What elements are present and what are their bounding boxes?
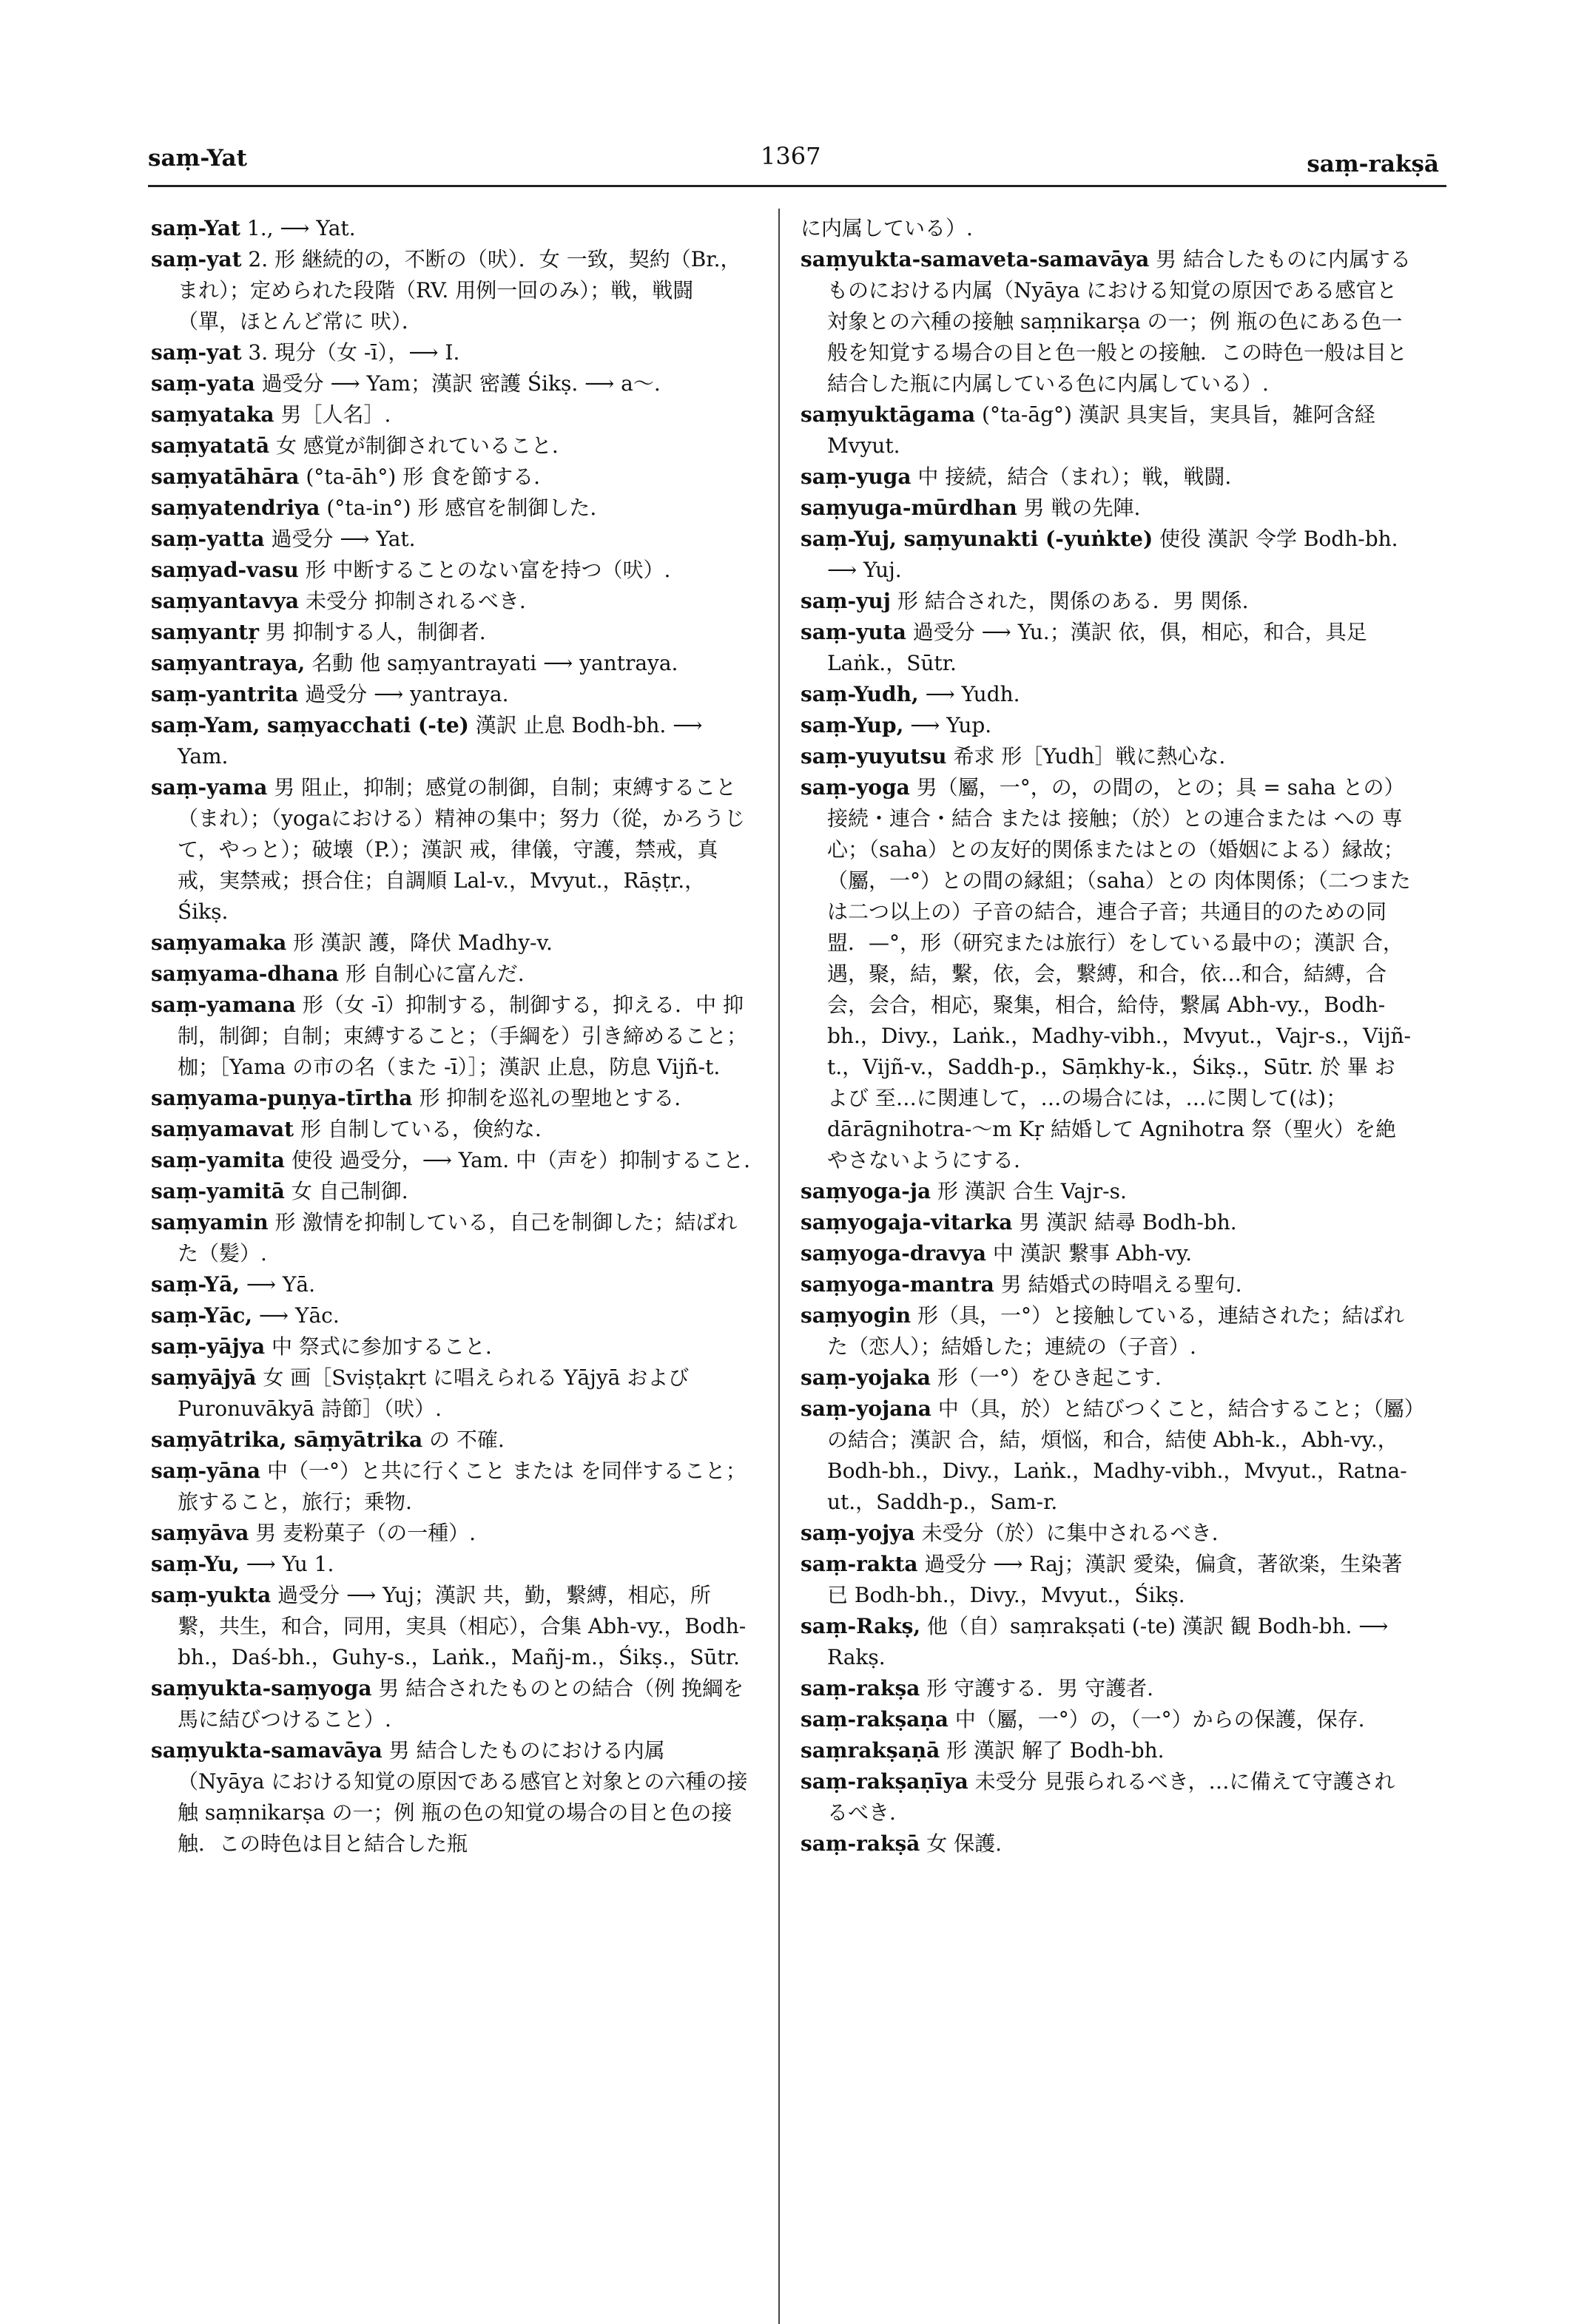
- entry-headword: saṃ-yāna: [151, 1459, 261, 1483]
- page-number: 1367: [761, 142, 821, 170]
- dictionary-entry: [801, 1176, 1415, 1207]
- entry-definition: 中 接続，結合（まれ）；戦，戦闘.: [917, 465, 1232, 489]
- entry-definition: 男 抑制する人，制御者.: [265, 620, 486, 644]
- entry-headword: saṃyājyā: [151, 1365, 257, 1390]
- entry-definition: 男 結婚式の時唱える聖句.: [1000, 1272, 1242, 1297]
- entry-definition: 男 阻止，抑制；感覚の制御，自制；束縛すること（まれ）；（yogaにおける）精神の集中；努力（從，かろうじて，やっと）；破壊（P.）；漢訳 戒，律儀，守護，禁戒，真戒，実禁戒；摂合住；自調順 Lal-v.，Mvyut.，Rāṣṭr.，Śikṣ.: [178, 775, 746, 924]
- entry-headword: saṃyamavat: [151, 1117, 294, 1141]
- dictionary-entry: [801, 1518, 1415, 1549]
- entry-definition: 女 保護.: [926, 1831, 1003, 1856]
- dictionary-entry: [151, 244, 750, 337]
- entry-definition: 中（一°）と共に行くこと または を同伴すること；旅すること，旅行；乗物.: [178, 1459, 747, 1514]
- entry-headword: saṃ-rakṣaṇīya: [801, 1769, 968, 1794]
- dictionary-entry: [151, 368, 750, 399]
- entry-headword: saṃ-yājya: [151, 1334, 266, 1359]
- entry-headword: saṃ-Yuj, saṃyunakti (-yuṅkte): [801, 527, 1153, 551]
- entry-headword: saṃyatendriya: [151, 496, 320, 520]
- dictionary-entry: [151, 555, 750, 586]
- entry-definition: (°ta-āh°) 形 食を節する.: [306, 465, 541, 489]
- entry-definition: の 不確.: [429, 1428, 505, 1452]
- entry-headword: saṃ-yuyutsu: [801, 744, 947, 769]
- entry-headword: saṃyoga-dravya: [801, 1241, 986, 1266]
- entry-headword: saṃ-yatta: [151, 527, 265, 551]
- entry-definition: 過受分 ⟶ Raj；漢訳 愛染，偏貪，著欲楽，生染著已 Bodh-bh.，Divy.，Mvyut.，Śikṣ.: [827, 1552, 1403, 1607]
- dictionary-entry: [801, 617, 1415, 679]
- entry-definition: 形 中断することのない富を持つ（吠）.: [305, 558, 671, 582]
- dictionary-entry: [801, 1704, 1415, 1735]
- entry-headword: saṃ-yuta: [801, 620, 906, 644]
- entry-headword: saṃ-yuj: [801, 589, 891, 613]
- dictionary-entry: [151, 1114, 750, 1145]
- right-running-headword: saṃ-rakṣā: [1307, 151, 1439, 178]
- dictionary-entry: [801, 1300, 1415, 1362]
- dictionary-entry: [151, 524, 750, 555]
- entry-definition: 2. 形 継続的の，不断の（吠）．女 一致，契約（Br.，まれ）；定められた段階（RV. 用例一回のみ）；戦，戦闘（單，ほとんど常に 吠）．: [178, 247, 741, 334]
- entry-headword: saṃyukta-samaveta-samavāya: [801, 247, 1150, 271]
- dictionary-entry: [151, 1425, 750, 1456]
- entry-headword: saṃ-rakṣa: [801, 1676, 920, 1700]
- entry-definition: 未受分 見張られるべき，…に備えて守護されるべき.: [827, 1769, 1395, 1825]
- entry-headword: saṃ-Yup,: [801, 713, 904, 737]
- entry-definition: 漢訳 止息 Bodh-bh. ⟶ Yam.: [178, 713, 703, 769]
- entry-headword: saṃ-yuga: [801, 465, 912, 489]
- entry-definition: 過受分 ⟶ Yuj；漢訳 共，勤，繋縛，相応，所繋，共生，和合，同用，実具（相応），合集 Abh-vy.，Bodh-bh.，Daś-bh.，Guhy-s.，Laṅk.，Mañj-m.，Śikṣ.，Sūtr.: [178, 1583, 747, 1669]
- dictionary-entry: [151, 1580, 750, 1673]
- dictionary-entry: [151, 1176, 750, 1207]
- dictionary-entry: [801, 213, 1415, 244]
- entry-headword: saṃyoga-ja: [801, 1179, 931, 1203]
- entry-definition: 形 漢訳 合生 Vajr-s.: [937, 1179, 1127, 1203]
- entry-definition: 形 自制している，倹約な.: [300, 1117, 542, 1141]
- entry-definition: 男［人名］.: [280, 402, 391, 427]
- entry-definition: 男 戦の先陣.: [1023, 496, 1141, 520]
- entry-definition: 1., ⟶ Yat.: [246, 216, 356, 240]
- dictionary-entry: [151, 337, 750, 368]
- entry-definition: 男 麦粉菓子（の一種）.: [255, 1521, 476, 1545]
- entry-headword: saṃ-Rakṣ,: [801, 1614, 921, 1638]
- entry-headword: saṃ-Yat: [151, 216, 240, 240]
- entry-headword: saṃyogin: [801, 1303, 912, 1328]
- entry-headword: saṃyātrika, sāṃyātrika: [151, 1428, 423, 1452]
- entry-headword: saṃ-yat: [151, 340, 242, 365]
- entry-headword: saṃ-yoga: [801, 775, 910, 800]
- entry-headword: saṃyoga-mantra: [801, 1272, 994, 1297]
- dictionary-entry: [151, 493, 750, 524]
- dictionary-entry: [801, 1828, 1415, 1859]
- entry-definition: 中 祭式に参加すること.: [272, 1334, 492, 1359]
- dictionary-entry: [151, 430, 750, 462]
- entry-definition: 過受分 ⟶ Yat.: [271, 527, 416, 551]
- dictionary-entry: [151, 617, 750, 648]
- entry-headword: saṃ-yantrita: [151, 682, 299, 706]
- entry-definition: 形 激情を抑制している，自己を制御した；結ばれた（髪）.: [178, 1210, 738, 1266]
- entry-definition: 使役 漢訳 令学 Bodh-bh. ⟶ Yuj.: [827, 527, 1398, 582]
- dictionary-entry: [151, 213, 750, 244]
- dictionary-entry: [151, 1518, 750, 1549]
- entry-headword: saṃyuga-mūrdhan: [801, 496, 1017, 520]
- entry-definition: 女 画［Sviṣṭakṛt に唱えられる Yājyā および Puronuvākyā 詩節］（吠）.: [178, 1365, 690, 1421]
- entry-definition: ⟶ Yā.: [246, 1272, 315, 1297]
- entry-headword: saṃrakṣaṇā: [801, 1738, 940, 1763]
- right-column: [801, 213, 1415, 1859]
- dictionary-entry: [801, 1549, 1415, 1611]
- entry-headword: saṃ-rakta: [801, 1552, 918, 1576]
- entry-definition: 形 漢訳 護，降伏 Madhy-v.: [293, 930, 553, 955]
- entry-definition: 希求 形［Yudh］戦に熱心な.: [953, 744, 1226, 769]
- entry-headword: saṃ-Yam, saṃyacchati (-te): [151, 713, 469, 737]
- dictionary-entry: [801, 493, 1415, 524]
- dictionary-entry: [151, 772, 750, 928]
- dictionary-entry: [801, 586, 1415, 617]
- dictionary-entry: [151, 1456, 750, 1518]
- dictionary-entry: [151, 1362, 750, 1425]
- page-header: [0, 142, 1587, 189]
- entry-headword: saṃ-Yudh,: [801, 682, 919, 706]
- entry-headword: saṃyāva: [151, 1521, 249, 1545]
- entry-definition: 形（一°）をひき起こす.: [937, 1365, 1162, 1390]
- entry-definition: (°ta-āg°) 漢訳 具実旨，実具旨，雑阿含経 Mvyut.: [827, 402, 1375, 458]
- dictionary-entry: [151, 990, 750, 1083]
- entry-definition: 形（具，一°）と接触している，連結された；結ばれた（恋人）；結婚した；連続の（子音）.: [827, 1303, 1404, 1359]
- dictionary-entry: [801, 741, 1415, 772]
- dictionary-entry: [151, 959, 750, 990]
- entry-definition: 形 漢訳 解了 Bodh-bh.: [946, 1738, 1165, 1763]
- dictionary-entry: [801, 1394, 1415, 1518]
- entry-definition: 3. 現分（女 -ī），⟶ I.: [248, 340, 460, 365]
- entry-definition: 男 漢訳 結尋 Bodh-bh.: [1019, 1210, 1237, 1234]
- dictionary-entry: [151, 1207, 750, 1269]
- entry-headword: saṃyukta-samavāya: [151, 1738, 383, 1763]
- dictionary-entry: [801, 1766, 1415, 1828]
- entry-headword: saṃ-Yāc,: [151, 1303, 253, 1328]
- dictionary-entry: [151, 1083, 750, 1114]
- dictionary-entry: [801, 399, 1415, 462]
- entry-definition: 形 抑制を巡礼の聖地とする.: [419, 1086, 681, 1110]
- dictionary-entry: [801, 772, 1415, 1176]
- dictionary-entry: [801, 1269, 1415, 1300]
- entry-definition: 名動 他 saṃyantrayati ⟶ yantraya.: [311, 651, 678, 675]
- dictionary-entry: [801, 1611, 1415, 1673]
- entry-headword: saṃyukta-saṃyoga: [151, 1676, 372, 1700]
- dictionary-entry: [151, 399, 750, 430]
- dictionary-entry: [151, 1549, 750, 1580]
- entry-headword: saṃ-yojaka: [801, 1365, 931, 1390]
- dictionary-entry: [151, 679, 750, 710]
- entry-headword: saṃyatatā: [151, 433, 270, 458]
- entry-headword: saṃ-yamita: [151, 1148, 285, 1172]
- entry-definition: 過受分 ⟶ yantraya.: [305, 682, 509, 706]
- left-running-headword: saṃ-Yat: [148, 145, 247, 172]
- entry-definition: 使役 過受分，⟶ Yam. 中（声を）抑制すること.: [291, 1148, 751, 1172]
- entry-definition: 過受分 ⟶ Yam；漢訳 密護 Śikṣ. ⟶ a～.: [261, 371, 661, 396]
- entry-definition: 他（自）saṃrakṣati (-te) 漢訳 観 Bodh-bh. ⟶ Rakṣ.: [827, 1614, 1389, 1669]
- entry-headword: saṃ-rakṣaṇa: [801, 1707, 949, 1732]
- header-rule: [148, 185, 1446, 187]
- entry-headword: saṃyantavya: [151, 589, 300, 613]
- entry-headword: saṃyogaja-vitarka: [801, 1210, 1013, 1234]
- entry-definition: ⟶ Yu 1.: [246, 1552, 334, 1576]
- dictionary-entry: [151, 1300, 750, 1331]
- entry-headword: saṃyad-vasu: [151, 558, 299, 582]
- entry-definition: 中（屬，一°）の，（一°）からの保護，保存.: [954, 1707, 1365, 1732]
- entry-headword: saṃ-yamitā: [151, 1179, 285, 1203]
- dictionary-entry: [151, 1735, 750, 1859]
- left-column: [151, 213, 750, 1859]
- entry-definition: 中 漢訳 繋事 Abh-vy.: [992, 1241, 1193, 1266]
- entry-definition: 女 感覚が制御されていること.: [276, 433, 559, 458]
- dictionary-entry: [151, 462, 750, 493]
- entry-definition: 女 自己制御.: [291, 1179, 408, 1203]
- entry-headword: saṃyamin: [151, 1210, 269, 1234]
- entry-headword: saṃyama-puṇya-tīrtha: [151, 1086, 413, 1110]
- dictionary-entry: [151, 586, 750, 617]
- dictionary-entry: [151, 648, 750, 679]
- entry-definition: 男（屬，一°，の，の間の，との；具 = saha との）接続・連合・結合 または 接触；（於）との連合または への 専心；（saha）との友好的関係またはとの（婚姻による）縁故；（屬，一°）との間の縁組；（saha）との 肉体関係；（二つまたは二つ以上の）子音の結合，連合子音；共通目的のための同盟．—°，形（研究または旅行）をしている最中の；漢訳 合，遇，聚，結，繫，依，会，繋縛，和合，依…和合，結縛，合会，会合，相応，聚集，相合，給侍，繋属 Abh-vy.，Bodh-bh.，Divy.，Laṅk.，Madhy-vibh.，Mvyut.，Vajr-s.，Vijñ-t.，Vijñ-v.，Saddh-p.，Sāṃkhy-k.，Śikṣ.，Sūtr. 於 畢 および 至…に関連して，…の場合には，…に関して(は)；dārāgnihotra-～m Kṛ 結婚して Agnihotra 祭（聖火）を絶やさないようにする.: [827, 775, 1411, 1172]
- dictionary-entry: [151, 1331, 750, 1362]
- entry-headword: saṃ-rakṣā: [801, 1831, 920, 1856]
- dictionary-entry: [151, 710, 750, 772]
- dictionary-entry: [801, 1735, 1415, 1766]
- entry-headword: saṃ-yata: [151, 371, 255, 396]
- entry-definition: 形 守護する．男 守護者.: [926, 1676, 1153, 1700]
- entry-headword: saṃ-yamana: [151, 993, 296, 1017]
- column-divider: [778, 209, 780, 2324]
- entry-headword: saṃ-yojya: [801, 1521, 915, 1545]
- entry-headword: saṃ-Yā,: [151, 1272, 240, 1297]
- dictionary-entry: [801, 524, 1415, 586]
- dictionary-entry: [801, 710, 1415, 741]
- entry-definition: 男 結合したものに内属するものにおける内属（Nyāya における知覚の原因である感官と対象との六種の接触 saṃnikarṣa の一；例 瓶の色にある色一般を知覚する場合の目と色一般との接触．この時色一般は目と結合した瓶に内属している色に内属している）.: [827, 247, 1412, 396]
- entry-definition: 中（具，於）と結びつくこと，結合すること；（屬）の結合；漢訳 合，結，煩悩，和合，結使 Abh-k.，Abh-vy.，Bodh-bh.，Divy.，Laṅk.，Madhy-vibh.，Mvyut.，Ratna-ut.，Saddh-p.，Sam-r.: [827, 1396, 1415, 1514]
- dictionary-entry: [801, 1673, 1415, 1704]
- entry-definition: 未受分 抑制されるべき.: [305, 589, 526, 613]
- entry-headword: saṃ-yat: [151, 247, 242, 271]
- dictionary-entry: [151, 928, 750, 959]
- dictionary-entry: [801, 244, 1415, 399]
- dictionary-entry: [801, 1207, 1415, 1238]
- dictionary-entry: [151, 1269, 750, 1300]
- entry-definition: (°ta-in°) 形 感官を制御した.: [326, 496, 597, 520]
- dictionary-entry: [801, 462, 1415, 493]
- entry-headword: saṃ-yama: [151, 775, 268, 800]
- entry-definition: 形 自制心に富んだ.: [345, 962, 525, 986]
- entry-headword: saṃyuktāgama: [801, 402, 976, 427]
- entry-headword: saṃyantraya,: [151, 651, 306, 675]
- entry-headword: saṃyamaka: [151, 930, 287, 955]
- entry-definition: 過受分 ⟶ Yu.；漢訳 依，俱，相応，和合，具足 Laṅk.，Sūtr.: [827, 620, 1367, 675]
- entry-headword: saṃyataka: [151, 402, 274, 427]
- entry-definition: 男 結合されたものとの結合（例 挽綱を馬に結びつけること）.: [178, 1676, 744, 1732]
- entry-headword: saṃ-Yu,: [151, 1552, 240, 1576]
- dictionary-entry: [151, 1673, 750, 1735]
- dictionary-entry: [151, 1145, 750, 1176]
- entry-headword: saṃ-yojana: [801, 1396, 931, 1421]
- entry-headword: saṃ-yukta: [151, 1583, 272, 1607]
- entry-definition: ⟶ Yudh.: [925, 682, 1020, 706]
- entry-definition: ⟶ Yup.: [910, 713, 992, 737]
- entry-headword: saṃyantṛ: [151, 620, 259, 644]
- dictionary-entry: [801, 679, 1415, 710]
- entry-definition: ⟶ Yāc.: [258, 1303, 340, 1328]
- entry-definition: 形 結合された，関係のある．男 関係.: [897, 589, 1249, 613]
- dictionary-entry: [801, 1362, 1415, 1394]
- entry-definition: 形（女 -ī）抑制する，制御する，抑える．中 抑制，制御；自制；束縛すること；（手綱を）引き締めること；枷；［Yama の市の名（また -ī）］；漢訳 止息，防息 Vijñ-t.: [178, 993, 748, 1079]
- entry-definition: に内属している）.: [801, 216, 973, 240]
- entry-definition: 男 結合したものにおける内属（Nyāya における知覚の原因である感官と対象との六種の接触 saṃnikarṣa の一；例 瓶の色の知覚の場合の目と色の接触．この時色は目と結合した瓶: [178, 1738, 748, 1856]
- entry-definition: 未受分（於）に集中されるべき.: [921, 1521, 1219, 1545]
- entry-headword: saṃyatāhāra: [151, 465, 300, 489]
- entry-headword: saṃyama-dhana: [151, 962, 339, 986]
- dictionary-entry: [801, 1238, 1415, 1269]
